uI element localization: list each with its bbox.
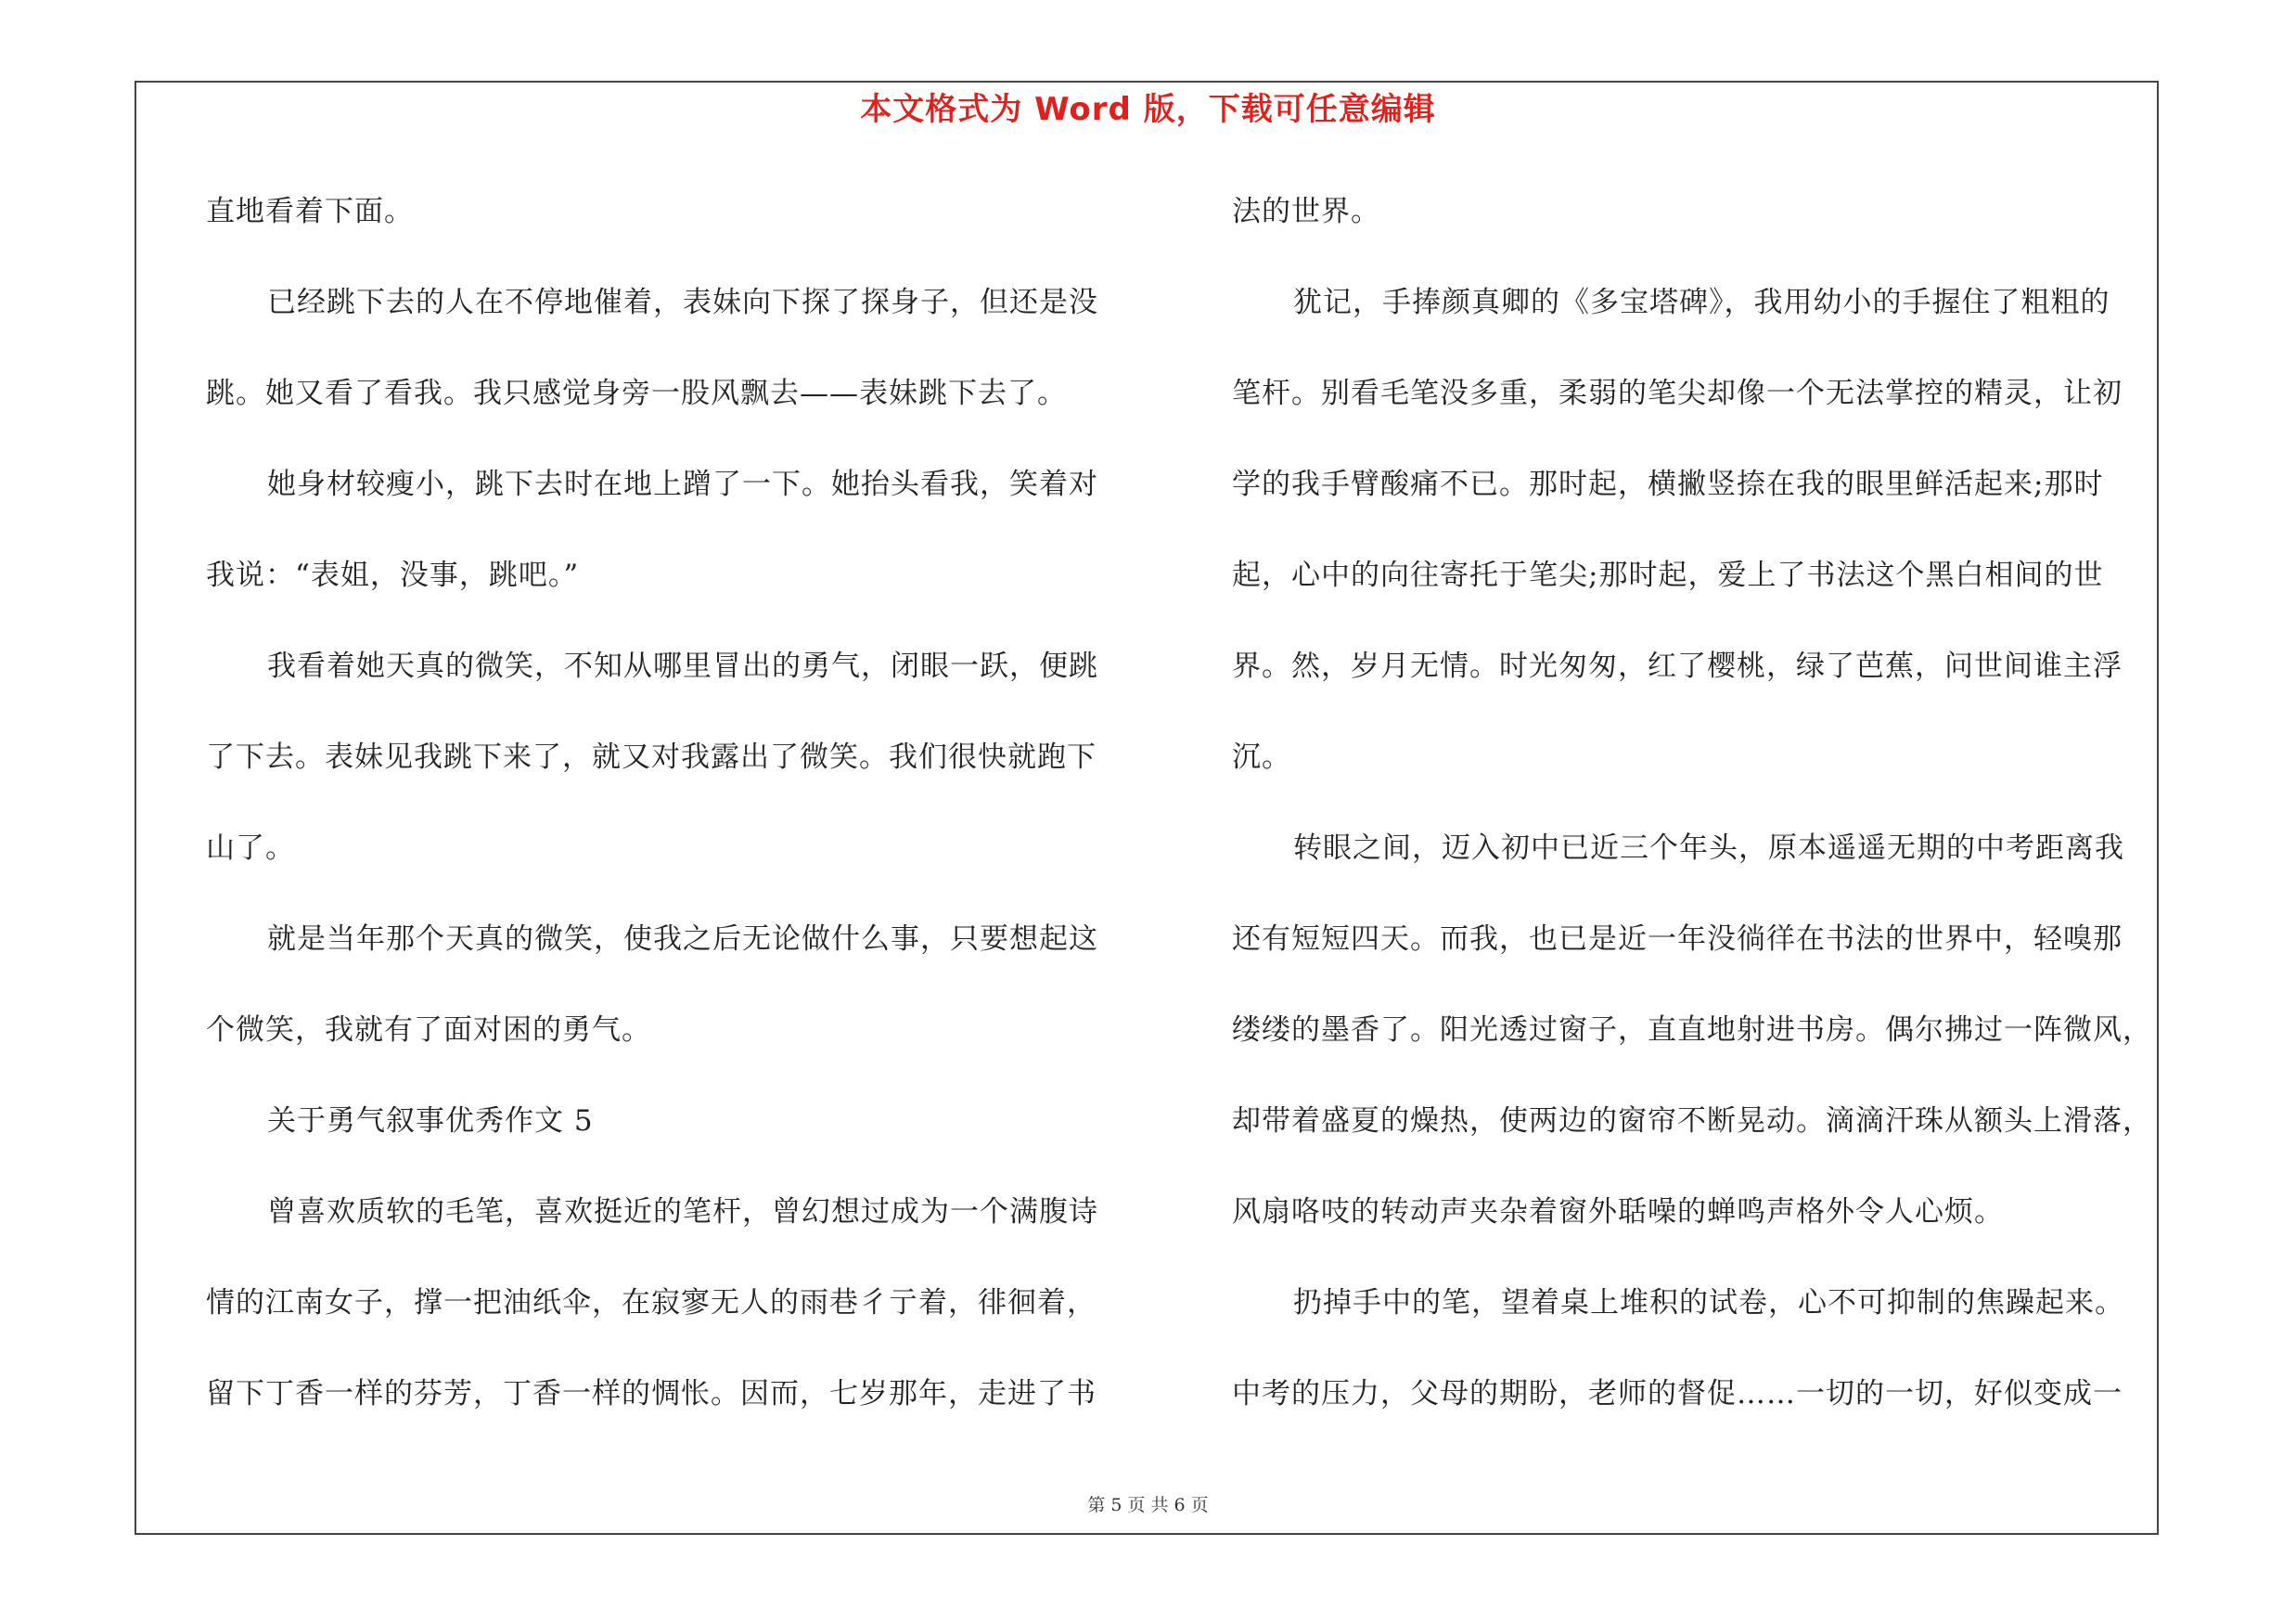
text-line: 她身材较瘦小，跳下去时在地上蹭了一下。她抬头看我，笑着对 xyxy=(267,468,1098,501)
text-line: 个微笑，我就有了面对困的勇气。 xyxy=(206,1013,651,1047)
text-line: 犹记，手捧颜真卿的《多宝塔碑》，我用幼小的手握住了粗粗的 xyxy=(1293,286,2110,319)
text-line: 笔杆。别看毛笔没多重，柔弱的笔尖却像一个无法掌控的精灵，让初 xyxy=(1232,377,2123,410)
text-line: 却带着盛夏的燥热，使两边的窗帘不断晃动。滴滴汗珠从额头上滑落， xyxy=(1232,1104,2152,1138)
text-line: 风扇咯吱的转动声夹杂着窗外聒噪的蝉鸣声格外令人心烦。 xyxy=(1232,1195,2004,1229)
text-line: 起，心中的向往寄托于笔尖;那时起，爱上了书法这个黑白相间的世 xyxy=(1232,559,2104,592)
text-line: 缕缕的墨香了。阳光透过窗子，直直地射进书房。偶尔拂过一阵微风， xyxy=(1232,1013,2152,1047)
text-line: 中考的压力，父母的期盼，老师的督促……一切的一切，好似变成一 xyxy=(1232,1377,2123,1410)
word-format-banner: 本文格式为 Word 版，下载可任意编辑 xyxy=(860,91,1436,128)
text-line: 情的江南女子，撑一把油纸伞，在寂寥无人的雨巷彳亍着，徘徊着， xyxy=(206,1286,1097,1320)
text-line: 扔掉手中的笔，望着桌上堆积的试卷，心不可抑制的焦躁起来。 xyxy=(1293,1286,2124,1320)
page-number: 第 5 页 共 6 页 xyxy=(1087,1495,1209,1515)
text-line: 山了。 xyxy=(206,831,295,865)
text-line: 学的我手臂酸痛不已。那时起，横撇竖捺在我的眼里鲜活起来;那时 xyxy=(1232,468,2104,501)
text-line: 界。然，岁月无情。时光匆匆，红了樱桃，绿了芭蕉，问世间谁主浮 xyxy=(1232,650,2123,683)
text-line: 已经跳下去的人在不停地催着，表妹向下探了探身子，但还是没 xyxy=(267,286,1098,319)
text-line: 还有短短四天。而我，也已是近一年没徜徉在书法的世界中，轻嗅那 xyxy=(1232,922,2123,956)
text-line: 沉。 xyxy=(1232,741,1291,774)
right-column xyxy=(1232,184,2150,1457)
text-line: 转眼之间，迈入初中已近三个年头，原本遥遥无期的中考距离我 xyxy=(1293,831,2124,865)
text-line: 了下去。表妹见我跳下来了，就又对我露出了微笑。我们很快就跑下 xyxy=(206,741,1097,774)
section-heading: 关于勇气叙事优秀作文 5 xyxy=(267,1104,594,1138)
text-line: 我看着她天真的微笑，不知从哪里冒出的勇气，闭眼一跃，便跳 xyxy=(267,650,1098,683)
text-line: 留下丁香一样的芬芳，丁香一样的惆怅。因而，七岁那年，走进了书 xyxy=(206,1377,1097,1410)
left-column xyxy=(206,184,1124,1457)
text-line: 曾喜欢质软的毛笔，喜欢挺近的笔杆，曾幻想过成为一个满腹诗 xyxy=(267,1195,1098,1229)
text-line: 我说：“表姐，没事，跳吧。” xyxy=(206,559,580,592)
text-line: 直地看着下面。 xyxy=(206,195,414,228)
text-line: 法的世界。 xyxy=(1232,195,1380,228)
text-line: 就是当年那个天真的微笑，使我之后无论做什么事，只要想起这 xyxy=(267,922,1098,956)
text-line: 跳。她又看了看我。我只感觉身旁一股风飘去——表妹跳下去了。 xyxy=(206,377,1067,410)
